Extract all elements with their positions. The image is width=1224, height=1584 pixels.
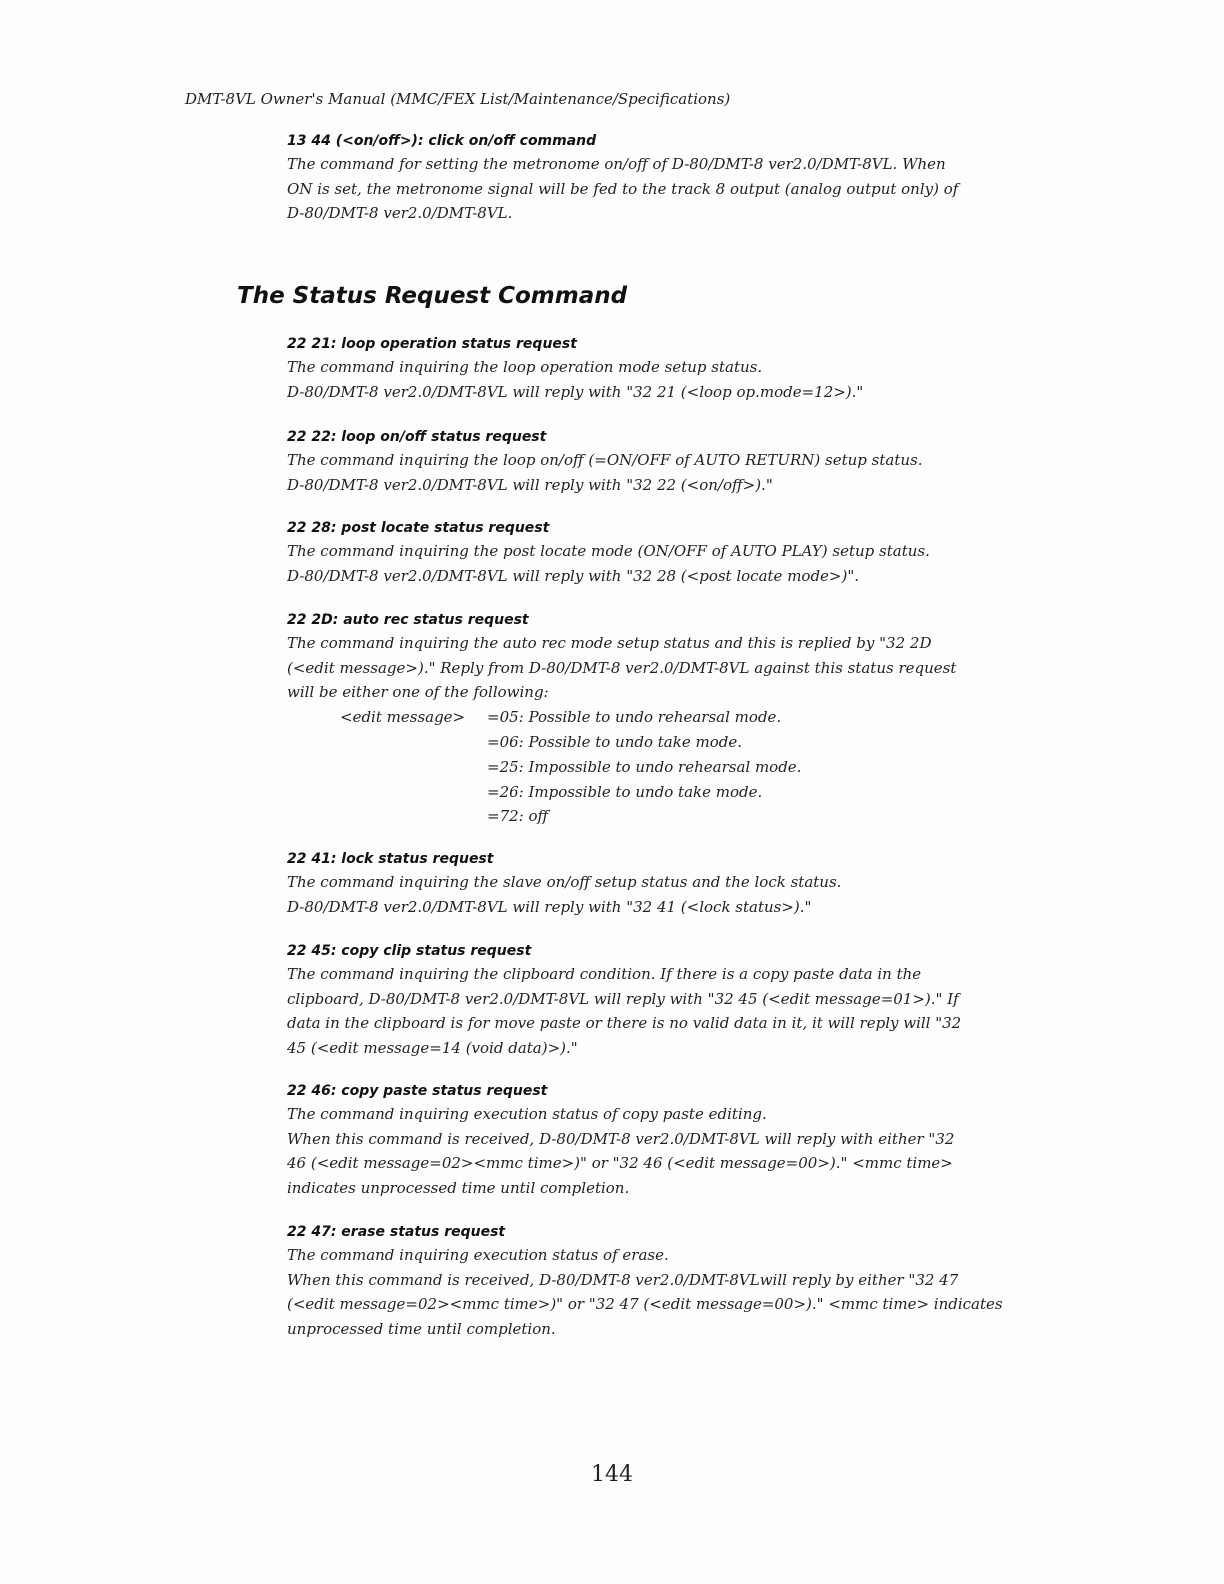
entry-title: 22 22: loop on/off status request — [287, 429, 547, 445]
body-line: indicates unprocessed time until completion. — [287, 1178, 630, 1197]
body-line: The command inquiring the loop operation mode setup status. — [287, 358, 763, 376]
entry-lock-status — [287, 851, 1047, 919]
body-line: unprocessed time until completion. — [287, 1319, 556, 1338]
entry-click-on-off — [287, 133, 1047, 226]
entry-body — [287, 152, 1047, 226]
body-line: When this command is received, D-80/DMT-8 ver2.0/DMT-8VL will reply with either "32 — [287, 1129, 955, 1148]
body-line: (<edit message>)." Reply from D-80/DMT-8 ver2.0/DMT-8VL against this status request — [287, 658, 957, 677]
body-line: The command inquiring the slave on/off setup status and the lock status. — [287, 873, 842, 891]
body-line: clipboard, D-80/DMT-8 ver2.0/DMT-8VL will reply with "32 45 (<edit message=01>)." If — [287, 989, 959, 1008]
entry-post-locate-status — [287, 520, 1047, 588]
entry-loop-operation-status — [287, 336, 1047, 404]
entry-body — [287, 355, 1047, 404]
entry-body — [287, 539, 1047, 588]
entry-body — [287, 1102, 1047, 1200]
body-line: The command inquiring the post locate mode (ON/OFF of AUTO PLAY) setup status. — [287, 542, 930, 560]
entry-body — [287, 1243, 1047, 1341]
option-item: =25: Impossible to undo rehearsal mode. — [487, 758, 802, 776]
body-line: When this command is received, D-80/DMT-8 ver2.0/DMT-8VLwill reply by either "32 47 — [287, 1270, 959, 1289]
body-line: (<edit message=02><mmc time>)" or "32 47 (<edit message=00>)." <mmc time> indicates — [287, 1295, 1003, 1313]
body-line: 45 (<edit message=14 (void data)>)." — [287, 1038, 578, 1057]
body-line: will be either one of the following: — [287, 683, 549, 701]
entry-title: 22 41: lock status request — [287, 851, 494, 867]
entry-title: 22 45: copy clip status request — [287, 943, 532, 959]
page-number: 144 — [591, 1462, 633, 1487]
entry-body — [287, 962, 1047, 1060]
body-line: D-80/DMT-8 ver2.0/DMT-8VL. — [287, 204, 513, 222]
option-item: =06: Possible to undo take mode. — [487, 733, 742, 751]
body-line: data in the clipboard is for move paste or there is no valid data in it, it will reply will "32 — [287, 1014, 962, 1032]
option-item: =26: Impossible to undo take mode. — [487, 783, 763, 801]
body-line: The command for setting the metronome on/off of D-80/DMT-8 ver2.0/DMT-8VL. When — [287, 155, 946, 173]
entry-copy-paste-status — [287, 1083, 1047, 1200]
section-title: The Status Request Command — [237, 283, 628, 309]
body-line: The command inquiring execution status of erase. — [287, 1246, 669, 1264]
body-line: D-80/DMT-8 ver2.0/DMT-8VL will reply with "32 22 (<on/off>)." — [287, 475, 773, 494]
entry-title: 22 28: post locate status request — [287, 520, 550, 536]
entry-copy-clip-status — [287, 943, 1047, 1060]
entry-body — [287, 870, 1047, 919]
running-header: DMT-8VL Owner's Manual (MMC/FEX List/Maintenance/Specifications) — [185, 90, 731, 108]
entry-title: 22 21: loop operation status request — [287, 336, 577, 352]
entry-auto-rec-status — [287, 612, 1047, 842]
entry-body — [287, 448, 1047, 497]
option-item: =72: off — [487, 807, 549, 825]
body-line: 46 (<edit message=02><mmc time>)" or "32 46 (<edit message=00>)." <mmc time> — [287, 1154, 953, 1172]
entry-title: 22 2D: auto rec status request — [287, 612, 529, 628]
entry-title: 22 47: erase status request — [287, 1224, 506, 1240]
entry-erase-status — [287, 1224, 1047, 1341]
entry-loop-on-off-status — [287, 429, 1047, 497]
body-line: D-80/DMT-8 ver2.0/DMT-8VL will reply with "32 41 (<lock status>)." — [287, 897, 812, 916]
entry-body — [287, 631, 1047, 705]
body-line: The command inquiring execution status of copy paste editing. — [287, 1105, 767, 1123]
body-line: ON is set, the metronome signal will be fed to the track 8 output (analog output only) of — [287, 179, 959, 198]
body-line: D-80/DMT-8 ver2.0/DMT-8VL will reply with "32 28 (<post locate mode>)". — [287, 566, 860, 585]
body-line: The command inquiring the clipboard condition. If there is a copy paste data in the — [287, 965, 922, 983]
entry-title: 13 44 (<on/off>): click on/off command — [287, 133, 597, 149]
option-item: =05: Possible to undo rehearsal mode. — [487, 708, 782, 726]
options-label: <edit message> — [340, 708, 466, 726]
body-line: The command inquiring the loop on/off (=ON/OFF of AUTO RETURN) setup status. — [287, 451, 923, 469]
body-line: D-80/DMT-8 ver2.0/DMT-8VL will reply with "32 21 (<loop op.mode=12>)." — [287, 382, 864, 401]
body-line: The command inquiring the auto rec mode setup status and this is replied by "32 2D — [287, 634, 932, 652]
entry-title: 22 46: copy paste status request — [287, 1083, 548, 1099]
